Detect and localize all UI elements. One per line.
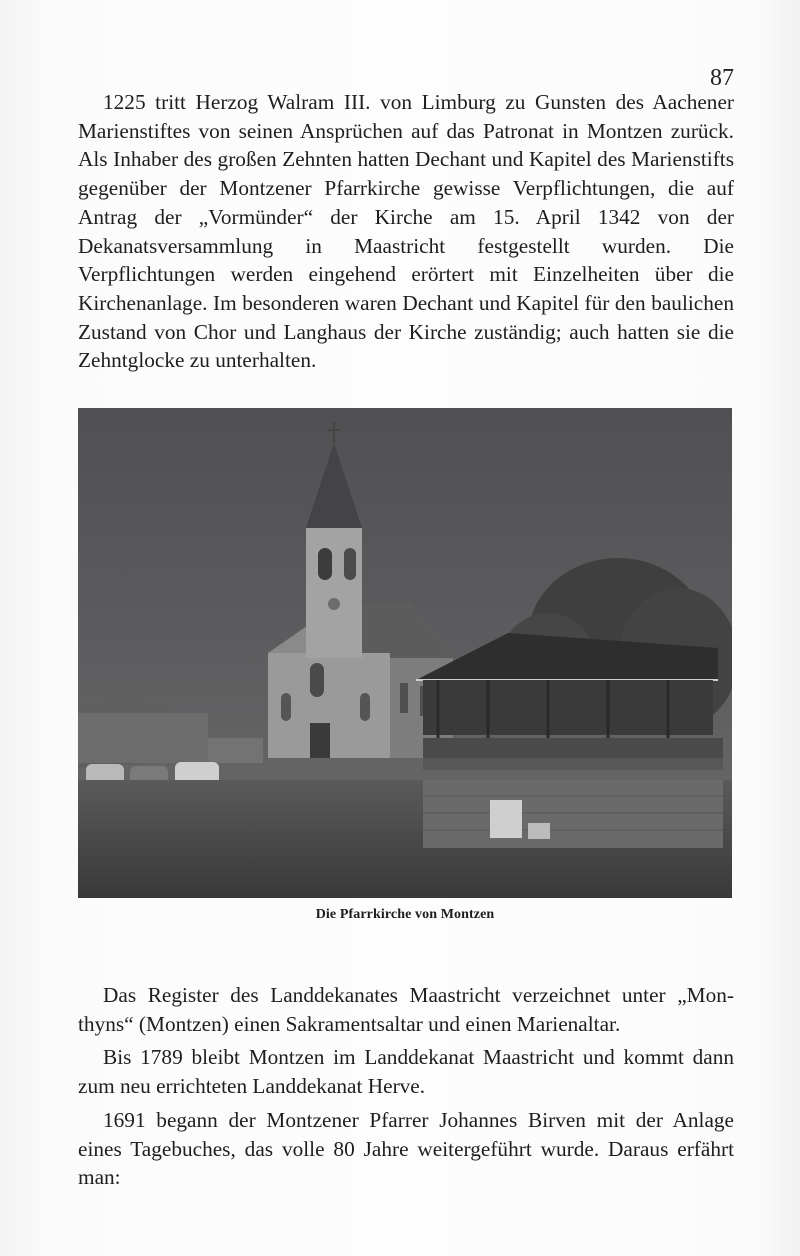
paragraph: 1691 begann der Montzener Pfarrer Johannes Birven mit der Anlage eines Tagebuches, das volle 80 Jahre weitergeführt wurde. Daraus erfährt man: <box>78 1107 734 1190</box>
body-text-bottom <box>78 981 734 1197</box>
figure-caption: Die Pfarrkirche von Montzen <box>315 907 495 922</box>
church-photo-illustration <box>78 408 732 898</box>
body-text-top <box>78 88 734 375</box>
church-photograph <box>78 408 732 898</box>
paragraph: 1225 tritt Herzog Walram III. von Limburg zu Gunsten des Aachener Marienstiftes von seinen Ansprüchen auf das Patronat in Montzen zurück. Als Inhaber des großen Zehnten hatten Dechant und Kapitel des Marienstifts gegenüber der Montzener Pfarrkirche gewisse Verpflichtungen, die auf Antrag der „Vormünder“ der Kirche am 15. April 1342 von der Dekanatsversammlung in Maastricht festgestellt wurden. Die Verpflichtungen werden eingehend erörtert mit Einzelheiten über die Kirchenanlage. Im besonderen waren Dechant und Kapitel für den baulichen Zustand von Chor und Langhaus der Kirche zuständig; auch hatten sie die Zehntglocke zu unterhalten. <box>78 90 734 373</box>
paragraph: Bis 1789 bleibt Montzen im Landdekanat Maastricht und kommt dann zum neu errichteten Landdekanat Herve. <box>78 1045 734 1099</box>
paragraph: Das Register des Landdekanates Maastricht verzeichnet unter „Monthyns“ (Montzen) einen Sakramentsaltar und einen Marienaltar. <box>78 983 734 1036</box>
page-number: 87 <box>710 65 734 91</box>
